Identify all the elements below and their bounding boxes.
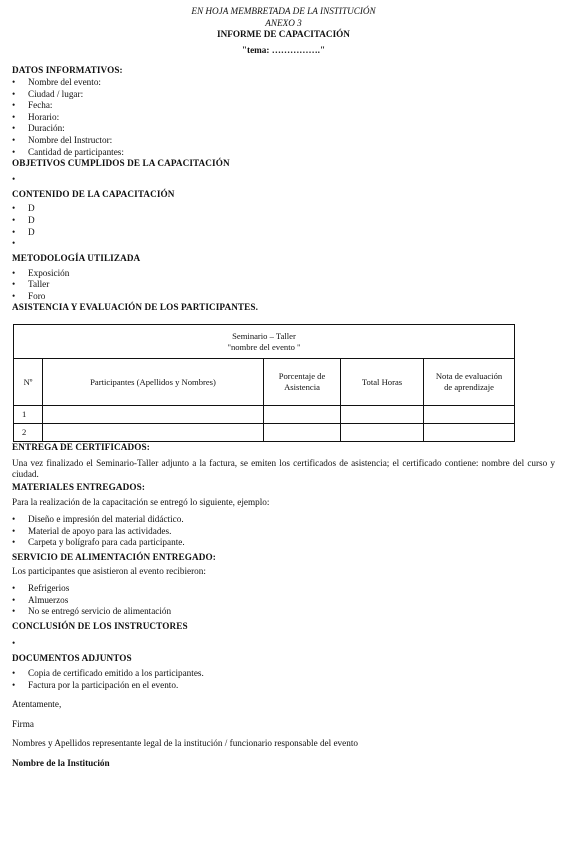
table-cell xyxy=(264,424,341,442)
section-metodologia-heading: METODOLOGÍA UTILIZADA xyxy=(12,253,141,264)
section-adjuntos-heading: DOCUMENTOS ADJUNTOS xyxy=(12,653,132,664)
adjuntos-list xyxy=(12,668,555,691)
materiales-intro: Para la realización de la capacitación se entregó lo siguiente, ejemplo: xyxy=(12,497,270,508)
column-header: Nº xyxy=(14,359,43,406)
empty-list-item xyxy=(12,238,555,250)
attendance-table xyxy=(13,324,515,442)
materiales-list xyxy=(12,514,555,549)
institution-name: Nombre de la Institución xyxy=(12,757,110,768)
list-item: • Carpeta y bolígrafo para cada participante. xyxy=(12,537,555,549)
list-item: • Taller xyxy=(12,279,555,291)
section-contenido-heading: CONTENIDO DE LA CAPACITACIÓN xyxy=(12,188,175,199)
column-header: Nota de evaluación de aprendizaje xyxy=(424,359,515,406)
list-item: • No se entregó servicio de alimentación xyxy=(12,606,555,618)
list-item: • Foro xyxy=(12,291,555,303)
alimentacion-list xyxy=(12,583,555,618)
report-title: INFORME DE CAPACITACIÓN xyxy=(217,29,350,40)
column-header: Participantes (Apellidos y Nombres) xyxy=(43,359,264,406)
section-conclusion-heading: CONCLUSIÓN DE LOS INSTRUCTORES xyxy=(12,620,188,631)
table-caption xyxy=(14,325,515,359)
section-objetivos-heading: OBJETIVOS CUMPLIDOS DE LA CAPACITACIÓN xyxy=(12,158,230,169)
list-item: • Nombre del evento: xyxy=(12,77,555,89)
certificados-text: Una vez finalizado el Seminario-Taller adjunto a la factura, se emiten los certificados de asistencia; el certificado contiene: nombre del curso y ciudad. xyxy=(12,457,555,480)
section-asistencia-heading: ASISTENCIA Y EVALUACIÓN DE LOS PARTICIPANTES. xyxy=(12,302,258,313)
list-item: • Duración: xyxy=(12,123,555,135)
report-topic: "tema: ……………." xyxy=(241,44,326,55)
list-item: • Exposición xyxy=(12,268,555,280)
table-cell xyxy=(43,424,264,442)
empty-list-item xyxy=(12,174,555,186)
table-cell xyxy=(264,406,341,424)
section-alimentacion-heading: SERVICIO DE ALIMENTACIÓN ENTREGADO: xyxy=(12,551,216,562)
empty-list-item xyxy=(12,638,555,650)
table-row xyxy=(14,406,515,424)
list-item: • Material de apoyo para las actividades. xyxy=(12,526,555,538)
list-item: • Copia de certificado emitido a los participantes. xyxy=(12,668,555,680)
list-item: • Ciudad / lugar: xyxy=(12,89,555,101)
signature-label: Firma xyxy=(12,718,34,729)
table-caption-line2: "nombre del evento " xyxy=(227,341,301,352)
table-cell xyxy=(424,406,515,424)
row-number: 1 xyxy=(14,406,43,424)
list-item: • Cantidad de participantes: xyxy=(12,147,555,159)
table-cell xyxy=(43,406,264,424)
table-row xyxy=(14,424,515,442)
section-certificados-heading: ENTREGA DE CERTIFICADOS: xyxy=(12,442,150,453)
column-header: Total Horas xyxy=(341,359,424,406)
list-item: • Nombre del Instructor: xyxy=(12,135,555,147)
annex-label: ANEXO 3 xyxy=(265,17,302,28)
list-item: • Fecha: xyxy=(12,100,555,112)
row-number: 2 xyxy=(14,424,43,442)
table-cell xyxy=(341,424,424,442)
contenido-list xyxy=(12,203,555,238)
list-item: • Horario: xyxy=(12,112,555,124)
representative-line: Nombres y Apellidos representante legal de la institución / funcionario responsable del evento xyxy=(12,738,358,749)
list-item: • D xyxy=(12,203,555,215)
metodologia-list xyxy=(12,268,555,303)
closing-salutation: Atentamente, xyxy=(12,699,62,710)
table-header-row xyxy=(14,359,515,406)
section-materiales-heading: MATERIALES ENTREGADOS: xyxy=(12,481,145,492)
list-item: • D xyxy=(12,215,555,227)
list-item: • Factura por la participación en el evento. xyxy=(12,680,555,692)
alimentacion-intro: Los participantes que asistieron al evento recibieron: xyxy=(12,566,206,577)
table-caption-line1: Seminario – Taller xyxy=(232,330,296,341)
column-header: Porcentaje de Asistencia xyxy=(264,359,341,406)
list-item: • Almuerzos xyxy=(12,595,555,607)
table-cell xyxy=(424,424,515,442)
datos-list xyxy=(12,77,555,158)
table-cell xyxy=(341,406,424,424)
list-item: • D xyxy=(12,227,555,239)
letterhead-note: EN HOJA MEMBRETADA DE LA INSTITUCIÓN xyxy=(191,6,376,16)
section-datos-heading: DATOS INFORMATIVOS: xyxy=(12,65,123,76)
list-item: • Diseño e impresión del material didáctico. xyxy=(12,514,555,526)
list-item: • Refrigerios xyxy=(12,583,555,595)
